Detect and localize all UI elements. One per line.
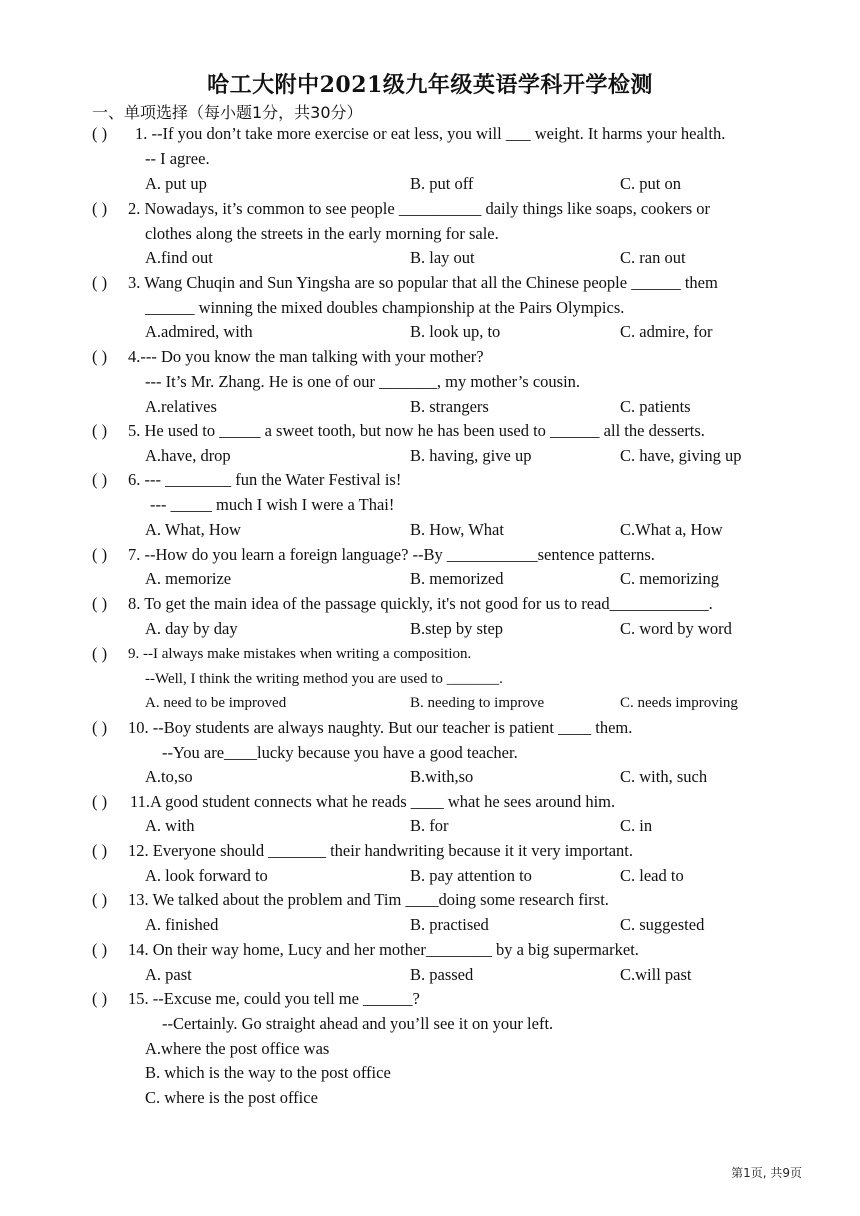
answer-option: C. admire, for xyxy=(620,322,713,341)
answer-option: A.admired, with xyxy=(145,322,253,341)
answer-option: A. with xyxy=(145,816,195,835)
answer-option: B. strangers xyxy=(410,397,489,416)
question-line: --- _____ much I wish I were a Thai! xyxy=(150,495,395,514)
answer-option: C. put on xyxy=(620,174,681,193)
answer-option: B. passed xyxy=(410,965,474,984)
answer-option: C. memorizing xyxy=(620,569,719,588)
answer-parenthesis: ( ) xyxy=(92,594,108,613)
question-stem: 10. --Boy students are always naughty. But our teacher is patient ____ them. xyxy=(128,718,633,737)
answer-parenthesis: ( ) xyxy=(92,644,108,663)
answer-option: B. pay attention to xyxy=(410,866,532,885)
answer-option: B. which is the way to the post office xyxy=(145,1063,391,1082)
answer-option: A. day by day xyxy=(145,619,238,638)
answer-parenthesis: ( ) xyxy=(92,792,108,811)
question-stem: 11.A good student connects what he reads ____ what he sees around him. xyxy=(130,792,616,811)
answer-option: A. memorize xyxy=(145,569,232,588)
answer-option: A.to,so xyxy=(145,767,193,786)
answer-parenthesis: ( ) xyxy=(92,470,108,489)
question-stem: 12. Everyone should _______ their handwriting because it it very important. xyxy=(128,841,633,860)
answer-option: A.have, drop xyxy=(145,446,231,465)
answer-option: C. needs improving xyxy=(620,695,738,711)
answer-option: B. memorized xyxy=(410,569,504,588)
answer-parenthesis: ( ) xyxy=(92,989,108,1008)
section-heading: 一、单项选择（每小题1分，共30分） xyxy=(92,103,363,122)
question-line: -- I agree. xyxy=(145,149,210,168)
answer-option: B.step by step xyxy=(410,619,504,638)
question-stem: 2. Nowadays, it’s common to see people __________ daily things like soaps, cookers or xyxy=(128,199,710,218)
answer-option: A. look forward to xyxy=(145,866,268,885)
answer-parenthesis: ( ) xyxy=(92,421,108,440)
question-stem: 9. --I always make mistakes when writing a composition. xyxy=(128,646,472,662)
question-stem: 13. We talked about the problem and Tim ____doing some research first. xyxy=(128,890,609,909)
answer-option: C. with, such xyxy=(620,767,708,786)
question-stem: 4.--- Do you know the man talking with your mother? xyxy=(128,347,484,366)
answer-option: B. look up, to xyxy=(410,322,501,341)
question-line: --- It’s Mr. Zhang. He is one of our _______, my mother’s cousin. xyxy=(145,372,581,391)
answer-option: B. needing to improve xyxy=(410,695,545,711)
answer-parenthesis: ( ) xyxy=(92,718,108,737)
answer-option: A. put up xyxy=(145,174,207,193)
question-line: --Well, I think the writing method you are used to _______. xyxy=(145,671,503,687)
question-stem: 8. To get the main idea of the passage quickly, it's not good for us to read____________. xyxy=(128,594,713,613)
page-title: 哈工大附中2021级九年级英语学科开学检测 xyxy=(207,72,653,98)
question-stem: 15. --Excuse me, could you tell me ______? xyxy=(128,989,420,1008)
answer-option: A.where the post office was xyxy=(145,1039,330,1058)
answer-option: C. patients xyxy=(620,397,691,416)
answer-option: B.with,so xyxy=(410,767,474,786)
question-stem: 3. Wang Chuqin and Sun Yingsha are so popular that all the Chinese people ______ them xyxy=(128,273,718,292)
answer-parenthesis: ( ) xyxy=(92,273,108,292)
answer-option: C. ran out xyxy=(620,248,686,267)
answer-option: A. past xyxy=(145,965,192,984)
answer-option: C.will past xyxy=(620,965,692,984)
answer-option: A. finished xyxy=(145,915,219,934)
answer-parenthesis: ( ) xyxy=(92,940,108,959)
answer-option: A. What, How xyxy=(145,520,241,539)
question-stem: 7. --How do you learn a foreign language? --By ___________sentence patterns. xyxy=(128,545,655,564)
answer-parenthesis: ( ) xyxy=(92,124,108,143)
answer-option: C.What a, How xyxy=(620,520,723,539)
answer-option: C. where is the post office xyxy=(145,1088,318,1107)
answer-option: B. lay out xyxy=(410,248,475,267)
answer-option: C. have, giving up xyxy=(620,446,742,465)
question-line: --You are____lucky because you have a good teacher. xyxy=(162,743,518,762)
answer-option: A.relatives xyxy=(145,397,217,416)
answer-option: A.find out xyxy=(145,248,213,267)
answer-parenthesis: ( ) xyxy=(92,347,108,366)
question-stem: 1. --If you don’t take more exercise or eat less, you will ___ weight. It harms your health. xyxy=(135,124,726,143)
answer-option: C. word by word xyxy=(620,619,732,638)
question-line: clothes along the streets in the early morning for sale. xyxy=(145,224,499,243)
question-line: --Certainly. Go straight ahead and you’ll see it on your left. xyxy=(162,1014,554,1033)
question-stem: 6. --- ________ fun the Water Festival is! xyxy=(128,470,402,489)
answer-parenthesis: ( ) xyxy=(92,545,108,564)
question-stem: 14. On their way home, Lucy and her mother________ by a big supermarket. xyxy=(128,940,639,959)
answer-option: C. lead to xyxy=(620,866,684,885)
answer-option: C. suggested xyxy=(620,915,705,934)
answer-option: B. put off xyxy=(410,174,474,193)
answer-parenthesis: ( ) xyxy=(92,890,108,909)
answer-option: C. in xyxy=(620,816,653,835)
answer-option: B. for xyxy=(410,816,449,835)
answer-option: A. need to be improved xyxy=(145,695,287,711)
question-stem: 5. He used to _____ a sweet tooth, but now he has been used to ______ all the desserts. xyxy=(128,421,705,440)
answer-option: B. having, give up xyxy=(410,446,532,465)
answer-option: B. How, What xyxy=(410,520,504,539)
answer-parenthesis: ( ) xyxy=(92,199,108,218)
page-number: 第1页, 共9页 xyxy=(731,1166,802,1180)
answer-parenthesis: ( ) xyxy=(92,841,108,860)
question-line: ______ winning the mixed doubles championship at the Pairs Olympics. xyxy=(145,298,625,317)
answer-option: B. practised xyxy=(410,915,489,934)
